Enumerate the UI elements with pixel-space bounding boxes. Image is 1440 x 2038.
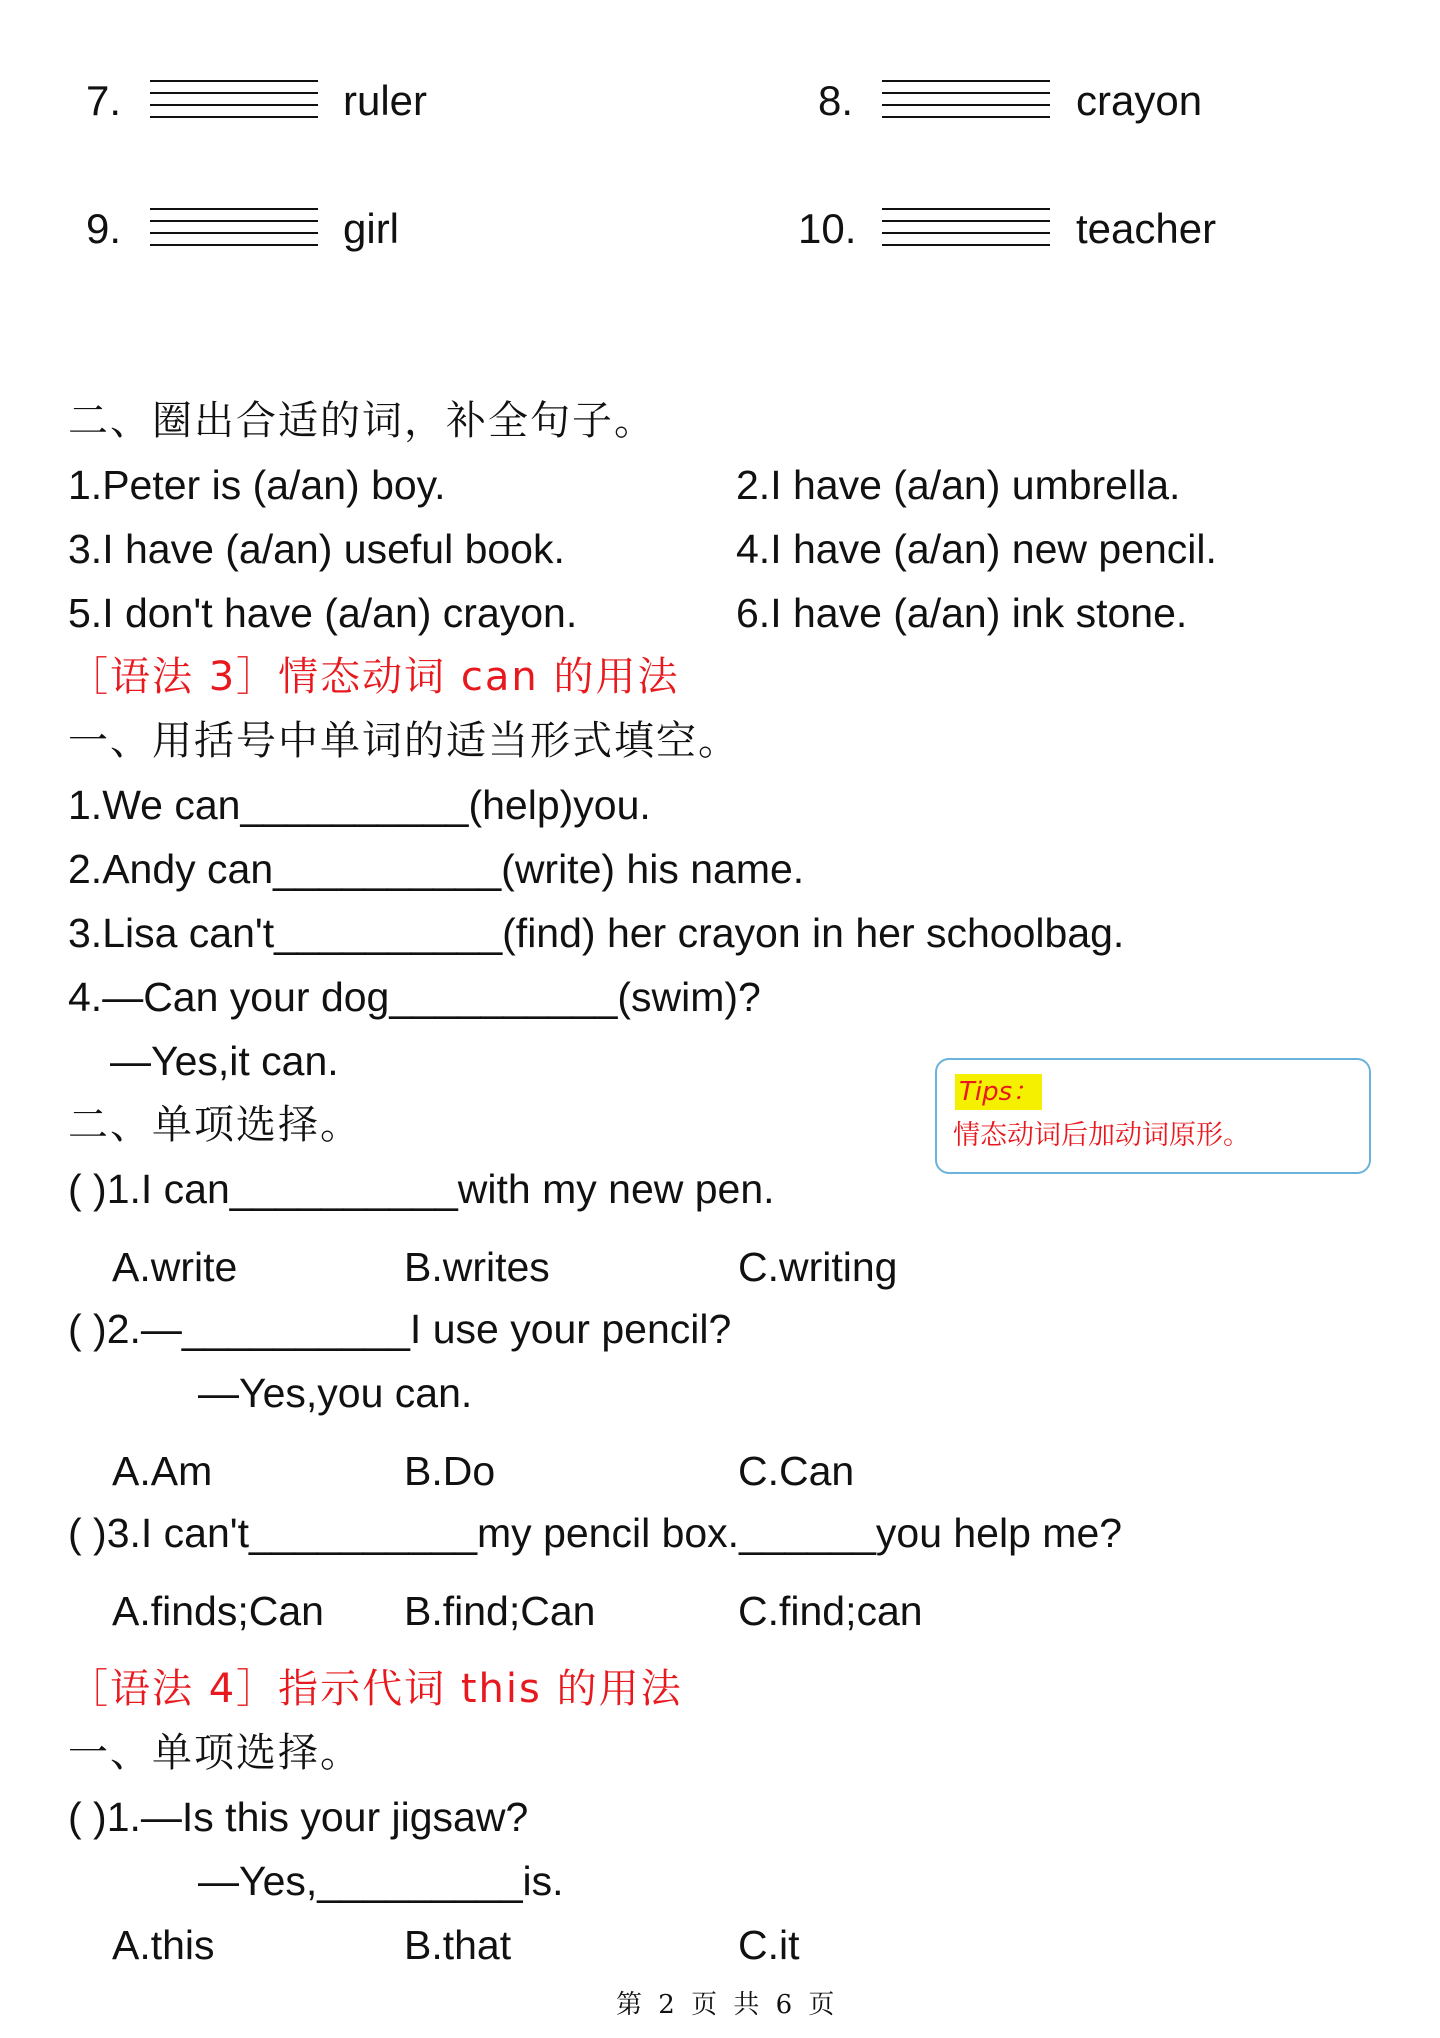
- section-heading: 二、单项选择。: [68, 1102, 362, 1148]
- exercise-item: 3.I have (a/an) useful book.: [68, 526, 565, 572]
- item-number: 10.: [798, 205, 857, 252]
- dialogue-reply: —Yes,it can.: [110, 1038, 339, 1084]
- exercise-item: 4.I have (a/an) new pencil.: [736, 526, 1217, 572]
- writing-lines[interactable]: [150, 208, 318, 264]
- item-number: 9.: [86, 205, 122, 252]
- exercise-item: 1.Peter is (a/an) boy.: [68, 462, 446, 508]
- exercise-item: 5.I don't have (a/an) crayon.: [68, 590, 578, 636]
- choice-question: ( )1.—Is this your jigsaw?: [68, 1794, 529, 1840]
- tips-title: Tips：: [955, 1074, 1042, 1110]
- exercise-item: 6.I have (a/an) ink stone.: [736, 590, 1188, 636]
- item-number: 8.: [818, 77, 854, 124]
- choice-option[interactable]: C.find;can: [738, 1588, 923, 1634]
- tips-text: 情态动词后加动词原形。: [953, 1120, 1250, 1151]
- fill-blank-item: 3.Lisa can't__________(find) her crayon in her schoolbag.: [68, 910, 1125, 956]
- section-heading: 二、圈出合适的词，补全句子。: [68, 398, 656, 444]
- grammar-title: ［语法 3］情态动词 can 的用法: [68, 654, 680, 700]
- section-heading: 一、用括号中单词的适当形式填空。: [68, 718, 740, 764]
- writing-lines[interactable]: [882, 80, 1050, 136]
- vocab-word: ruler: [343, 77, 428, 124]
- choice-option[interactable]: A.write: [112, 1244, 238, 1290]
- item-number: 7.: [86, 77, 122, 124]
- fill-blank-item: 4.—Can your dog__________(swim)?: [68, 974, 761, 1020]
- choice-option[interactable]: A.Am: [112, 1448, 213, 1494]
- fill-blank-item: 1.We can__________(help)you.: [68, 782, 651, 828]
- grammar-title: ［语法 4］指示代词 this 的用法: [68, 1666, 683, 1712]
- choice-question: ( )2.—__________I use your pencil?: [68, 1306, 732, 1352]
- choice-option[interactable]: C.Can: [738, 1448, 855, 1494]
- dialogue-reply: —Yes,_________is.: [198, 1858, 564, 1904]
- choice-option[interactable]: B.that: [404, 1922, 512, 1968]
- writing-lines[interactable]: [150, 80, 318, 136]
- choice-question: ( )3.I can't__________my pencil box.______you help me?: [68, 1510, 1123, 1556]
- choice-option[interactable]: A.this: [112, 1922, 215, 1968]
- page-footer: 第 2 页 共 6 页: [616, 1990, 839, 2020]
- writing-lines[interactable]: [882, 208, 1050, 264]
- fill-blank-item: 2.Andy can__________(write) his name.: [68, 846, 805, 892]
- dialogue-reply: —Yes,you can.: [198, 1370, 473, 1416]
- tips-box: [935, 1058, 1371, 1174]
- section-heading: 一、单项选择。: [68, 1730, 362, 1776]
- choice-option[interactable]: B.Do: [404, 1448, 496, 1494]
- choice-option[interactable]: C.writing: [738, 1244, 898, 1290]
- vocab-word: girl: [343, 205, 400, 252]
- vocab-word: crayon: [1076, 77, 1203, 124]
- exercise-item: 2.I have (a/an) umbrella.: [736, 462, 1181, 508]
- choice-option[interactable]: B.find;Can: [404, 1588, 596, 1634]
- choice-option[interactable]: B.writes: [404, 1244, 550, 1290]
- choice-question: ( )1.I can__________with my new pen.: [68, 1166, 775, 1212]
- vocab-word: teacher: [1076, 205, 1217, 252]
- choice-option[interactable]: C.it: [738, 1922, 800, 1968]
- choice-option[interactable]: A.finds;Can: [112, 1588, 324, 1634]
